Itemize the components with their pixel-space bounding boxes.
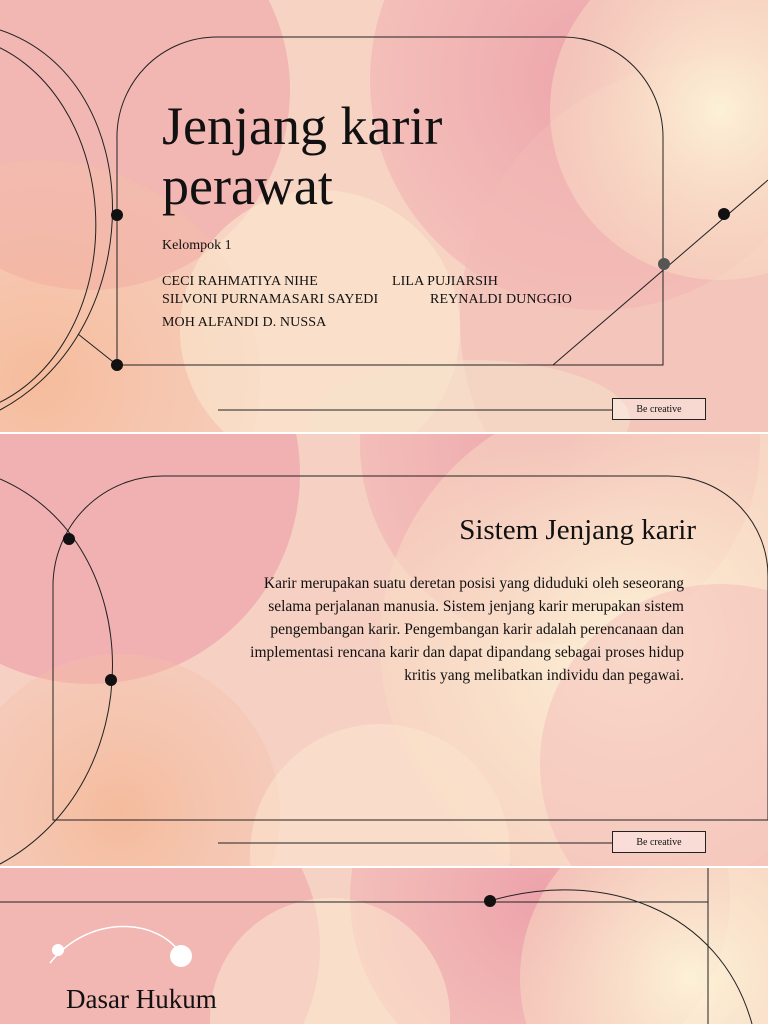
member-name: LILA PUJIARSIH [392, 274, 499, 289]
member-name: CECI RAHMATIYA NIHE [162, 274, 318, 289]
be-creative-tag: Be creative [612, 831, 706, 853]
slide-body-text: Karir merupakan suatu deretan posisi yang diduduki oleh seseorang selama perjalanan manusia. Sistem jenjang karir merupakan sistem pengembangan karir. Pengembangan karir adalah perencanaan dan implementasi rencana karir dan dapat dipandang sebagai proses hidup kritis yang melibatkan individu dan pegawai. [250, 575, 684, 684]
slide-title-heading [162, 96, 442, 216]
slide-heading: Dasar Hukum [66, 984, 217, 1014]
group-label: Kelompok 1 [162, 238, 232, 253]
line-decoration [0, 0, 768, 432]
title-line-1: Jenjang karir [162, 96, 443, 156]
title-line-2: perawat [162, 156, 333, 216]
member-name: MOH ALFANDI D. NUSSA [162, 315, 327, 330]
slide-title [0, 0, 768, 432]
member-name: REYNALDI DUNGGIO [430, 292, 572, 307]
member-name: SILVONI PURNAMASARI SAYEDI [162, 292, 379, 307]
be-creative-tag: Be creative [612, 398, 706, 420]
slide-heading: Sistem Jenjang karir [459, 514, 696, 546]
